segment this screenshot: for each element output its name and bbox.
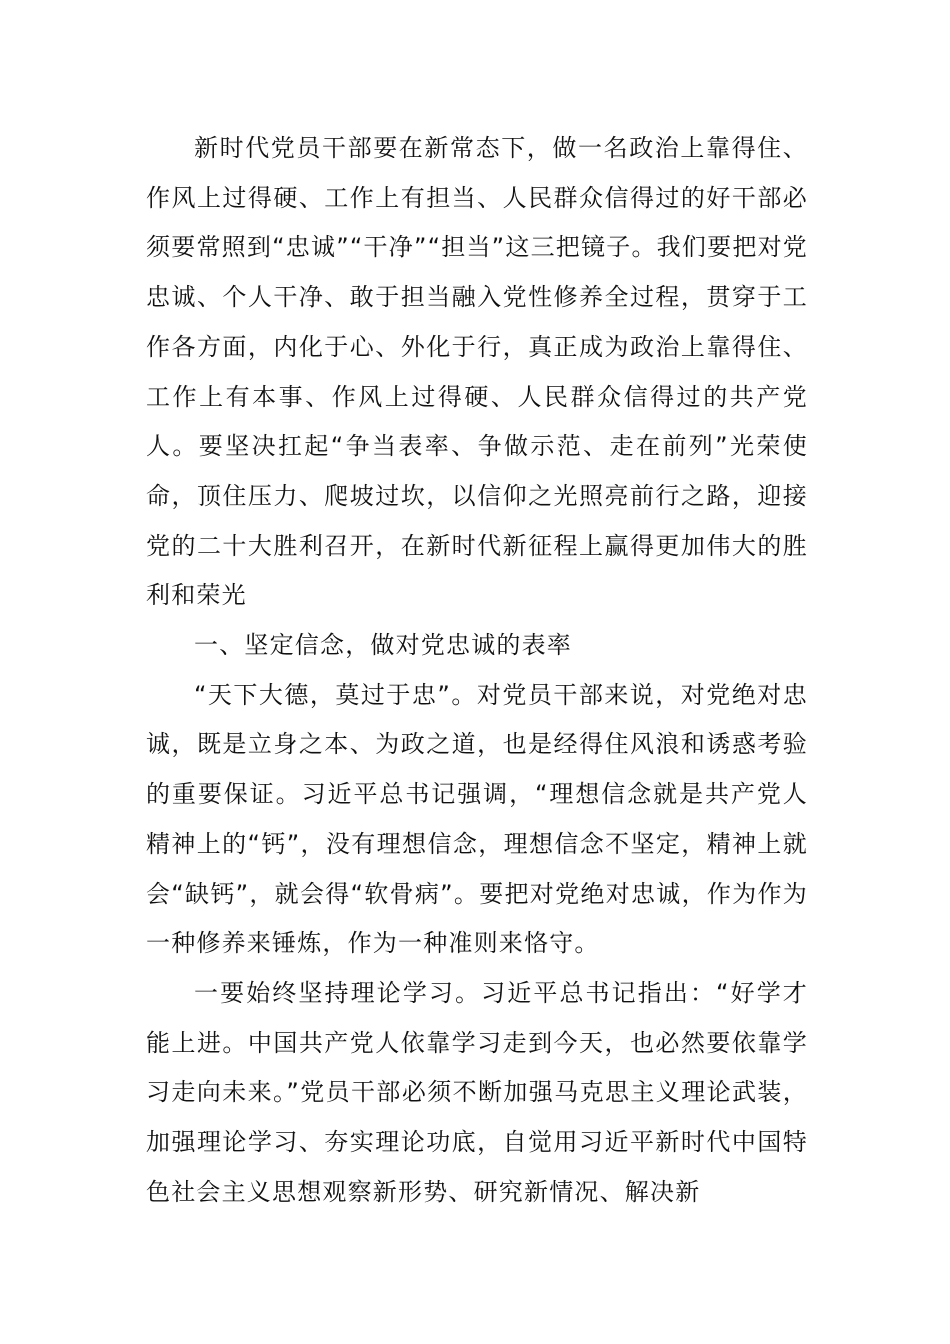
paragraph-intro: 新时代党员干部要在新常态下，做一名政治上靠得住、作风上过得硬、工作上有担当、人民群众信得过的好干部必须要常照到“忠诚”“干净”“担当”这三把镜子。我们要把对党忠诚、个人干净、敢于担当融入党性修养全过程，贯穿于工作各方面，内化于心、外化于行，真正成为政治上靠得住、工作上有本事、作风上过得硬、人民群众信得过的共产党人。要坚决扛起“争当表率、争做示范、走在前列”光荣使命，顶住压力、爬坡过坎，以信仰之光照亮前行之路，迎接党的二十大胜利召开，在新时代新征程上赢得更加伟大的胜利和荣光 — [146, 134, 808, 610]
paragraph-loyalty: “天下大德，莫过于忠”。对党员干部来说，对党绝对忠诚，既是立身之本、为政之道，也是经得住风浪和诱惑考验的重要保证。习近平总书记强调，“理想信念就是共产党人精神上的“钙”，没有理想信念，理想信念不坚定，精神上就会“缺钙”，就会得“软骨病”。要把对党绝对忠诚，作为作为一种修养来锤炼，作为一种准则来恪守。 — [146, 680, 808, 958]
document-body — [146, 124, 808, 1217]
section-heading-1: 一、坚定信念，做对党忠诚的表率 — [194, 631, 572, 660]
paragraph-theory-study: 一要始终坚持理论学习。习近平总书记指出：“好学才能上进。中国共产党人依靠学习走到今天，也必然要依靠学习走向未来。”党员干部必须不断加强马克思主义理论武装，加强理论学习、夯实理论功底，自觉用习近平新时代中国特色社会主义思想观察新形势、研究新情况、解决新 — [146, 978, 808, 1206]
